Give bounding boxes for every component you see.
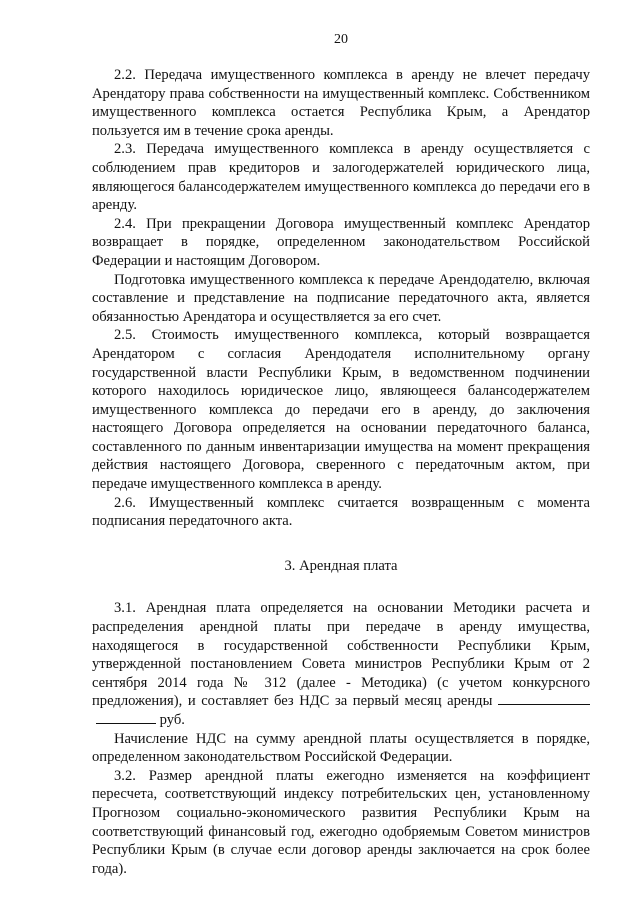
rent-amount-blank — [498, 692, 590, 705]
paragraph-3-2: 3.2. Размер арендной платы ежегодно изменяется на коэффициент пересчета, соответствующий индексу потребительских цен, установленному Прогнозом социально-экономического развития Республики Крым на соответствующий финансовый год, ежегодно одобряемым Советом министров Республики Крым (в случае если договор аренды заключается на срок более года). — [92, 767, 590, 877]
paragraph-3-1 — [92, 599, 590, 729]
page-number: 20 — [334, 32, 348, 47]
paragraph-2-2: 2.2. Передача имущественного комплекса в аренду не влечет передачу Арендатору права собственности на имущественный комплекс. Собственником имущественного комплекса остается Республика Крым, а Арендатор пользуется им в течение срока аренды. — [92, 67, 590, 139]
paragraph-preparation: Подготовка имущественного комплекса к передаче Арендодателю, включая составление и представление на подписание передаточного акта, является обязанностью Арендатора и осуществляется за его счет. — [92, 271, 590, 325]
rent-amount-blank-2 — [96, 711, 156, 724]
section-3-heading: 3. Арендная плата — [284, 557, 398, 574]
paragraph-2-6: 2.6. Имущественный комплекс считается возвращенным с момента подписания передаточного акта. — [92, 494, 590, 530]
paragraph-3-1-text: 3.1. Арендная плата определяется на основании Методики расчета и распределения арендной платы при передаче в аренду имущества, находящегося в государственной собственности Республики Крым, утвержденной постановлением Совета министров Республики Крым от 2 сентября 2014 года № 312 (далее - Методика) (с учетом конкурсного предложения), и составляет без НДС за первый месяц аренды — [92, 600, 590, 710]
paragraph-2-4: 2.4. При прекращении Договора имущественный комплекс Арендатор возвращает в порядке, определенном законодательством Российской Федерации и настоящим Договором. — [92, 215, 590, 269]
rent-currency: руб. — [159, 712, 185, 728]
paragraph-2-3: 2.3. Передача имущественного комплекса в аренду осуществляется с соблюдением прав кредиторов и залогодержателей юридического лица, являющегося балансодержателем имущественного комплекса до передачи его в аренду. — [92, 141, 590, 214]
paragraph-2-5: 2.5. Стоимость имущественного комплекса, который возвращается Арендатором с согласия Арендодателя исполнительному органу государственной власти Республики Крым, в ведомственном подчинении которого находилось юридическое лицо, являющееся балансодержателем имущественного комплекса до передачи его в аренду, до заключения настоящего Договора определяется на основании передаточного баланса, составленного по данным инвентаризации имущества на момент прекращения действия настоящего Договора, сверенного с передаточным актом, при передаче имущественного комплекса в аренду. — [92, 327, 590, 493]
paragraph-vat: Начисление НДС на сумму арендной платы осуществляется в порядке, определенном законодательством Российской Федерации. — [92, 730, 590, 766]
